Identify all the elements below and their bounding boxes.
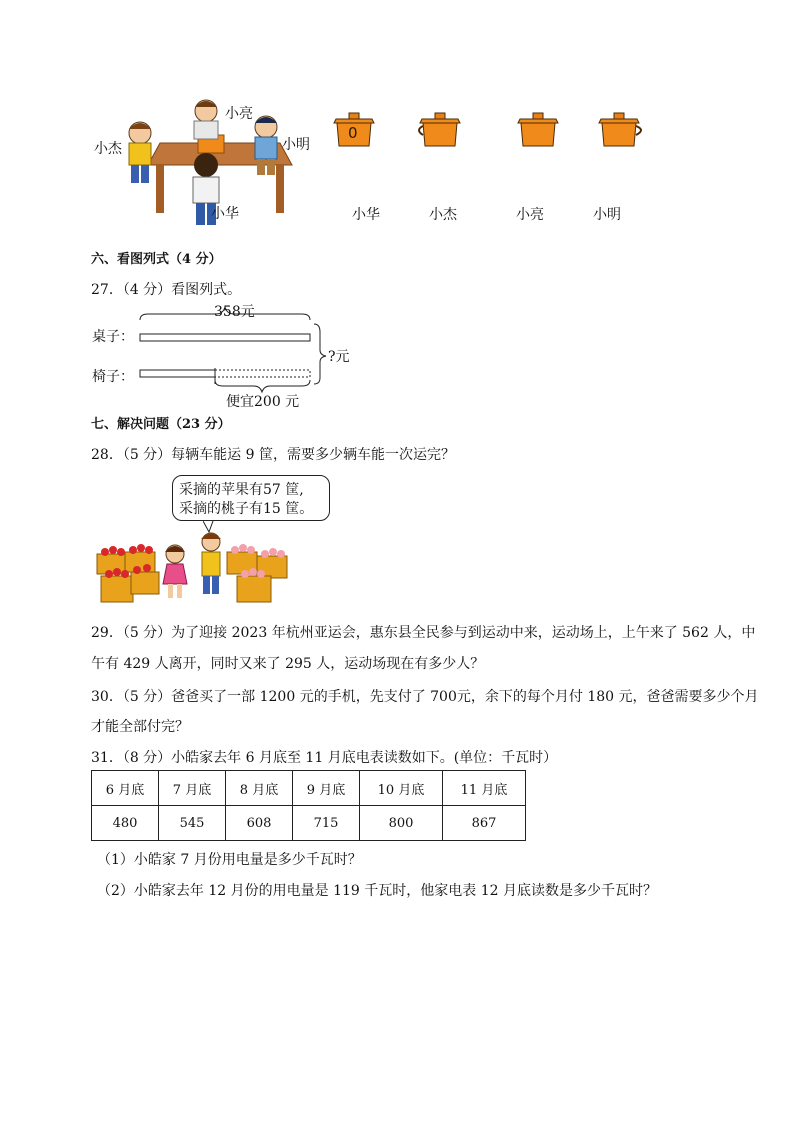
q27-desk-label: 桌子： — [92, 329, 134, 345]
q28-text: 28．（5 分）每辆车能运 9 筐，需要多少辆车能一次运完？ — [91, 447, 455, 463]
bubble-line-2: 采摘的桃子有15 筐。 — [179, 501, 314, 517]
name-xiaoliang: 小亮 — [225, 106, 253, 122]
name-xiaoming: 小明 — [282, 137, 310, 153]
q27-text: 27．（4 分）看图列式。 — [91, 282, 242, 298]
meter-readings-table — [91, 770, 526, 841]
name-xiaojie: 小杰 — [94, 141, 122, 157]
section-6-heading: 六、看图列式（4 分） — [91, 252, 222, 267]
q27-top-value: 358元 — [214, 304, 255, 320]
q29-line-2: 午有 429 人离开，同时又来了 295 人，运动场现在有多少人？ — [91, 656, 485, 672]
table-header-cell: 6 月底 — [92, 771, 159, 806]
q29-line-1: 29．（5 分）为了迎接 2023 年杭州亚运会，惠东县全民参与到运动中来，运动场上，上午来了 562 人，中 — [91, 625, 756, 641]
table-cell: 545 — [159, 806, 226, 841]
table-cell: 715 — [293, 806, 360, 841]
q30-line-2: 才能全部付完？ — [91, 719, 189, 735]
q31-sub-2: （2）小皓家去年 12 月份的用电量是 119 千瓦时，他家电表 12 月底读数是多少千瓦时？ — [97, 883, 657, 899]
q28-speech-bubble — [172, 475, 330, 521]
table-header-cell: 9 月底 — [293, 771, 360, 806]
table-header-cell: 10 月底 — [360, 771, 443, 806]
pot-1 — [333, 112, 377, 152]
pot-4 — [598, 112, 648, 152]
q27-total: ?元 — [328, 349, 350, 365]
pot-1-label: 0 — [348, 124, 358, 142]
table-header-cell: 11 月底 — [443, 771, 526, 806]
pot-3 — [517, 112, 561, 152]
bubble-line-1: 采摘的苹果有57 筐, — [179, 482, 304, 498]
baskets-svg — [95, 526, 295, 606]
pot-label-xiaojie: 小杰 — [429, 207, 457, 223]
table-cell: 800 — [360, 806, 443, 841]
fruit-baskets-illustration — [95, 526, 295, 606]
table-header-cell: 7 月底 — [159, 771, 226, 806]
table-cell: 480 — [92, 806, 159, 841]
pot-label-xiaoming: 小明 — [593, 207, 621, 223]
pot-2 — [415, 112, 465, 152]
q31-text: 31．（8 分）小皓家去年 6 月底至 11 月底电表读数如下。(单位：千瓦时） — [91, 750, 558, 766]
pot-label-xiaohua: 小华 — [352, 207, 380, 223]
name-xiaohua: 小华 — [211, 206, 239, 222]
q27-chair-label: 椅子： — [92, 369, 134, 385]
q31-sub-1: （1）小皓家 7 月份用电量是多少千瓦时？ — [97, 852, 362, 868]
table-cell: 867 — [443, 806, 526, 841]
q30-line-1: 30．（5 分）爸爸买了一部 1200 元的手机，先支付了 700元，余下的每个月付 180 元，爸爸需要多少个月 — [91, 689, 759, 705]
pot-label-xiaoliang: 小亮 — [516, 207, 544, 223]
table-header-cell: 8 月底 — [226, 771, 293, 806]
table-row — [92, 771, 526, 806]
table-row — [92, 806, 526, 841]
table-cell: 608 — [226, 806, 293, 841]
section-7-heading: 七、解决问题（23 分） — [91, 417, 231, 432]
q27-cheaper-label: 便宜200 元 — [226, 394, 300, 410]
